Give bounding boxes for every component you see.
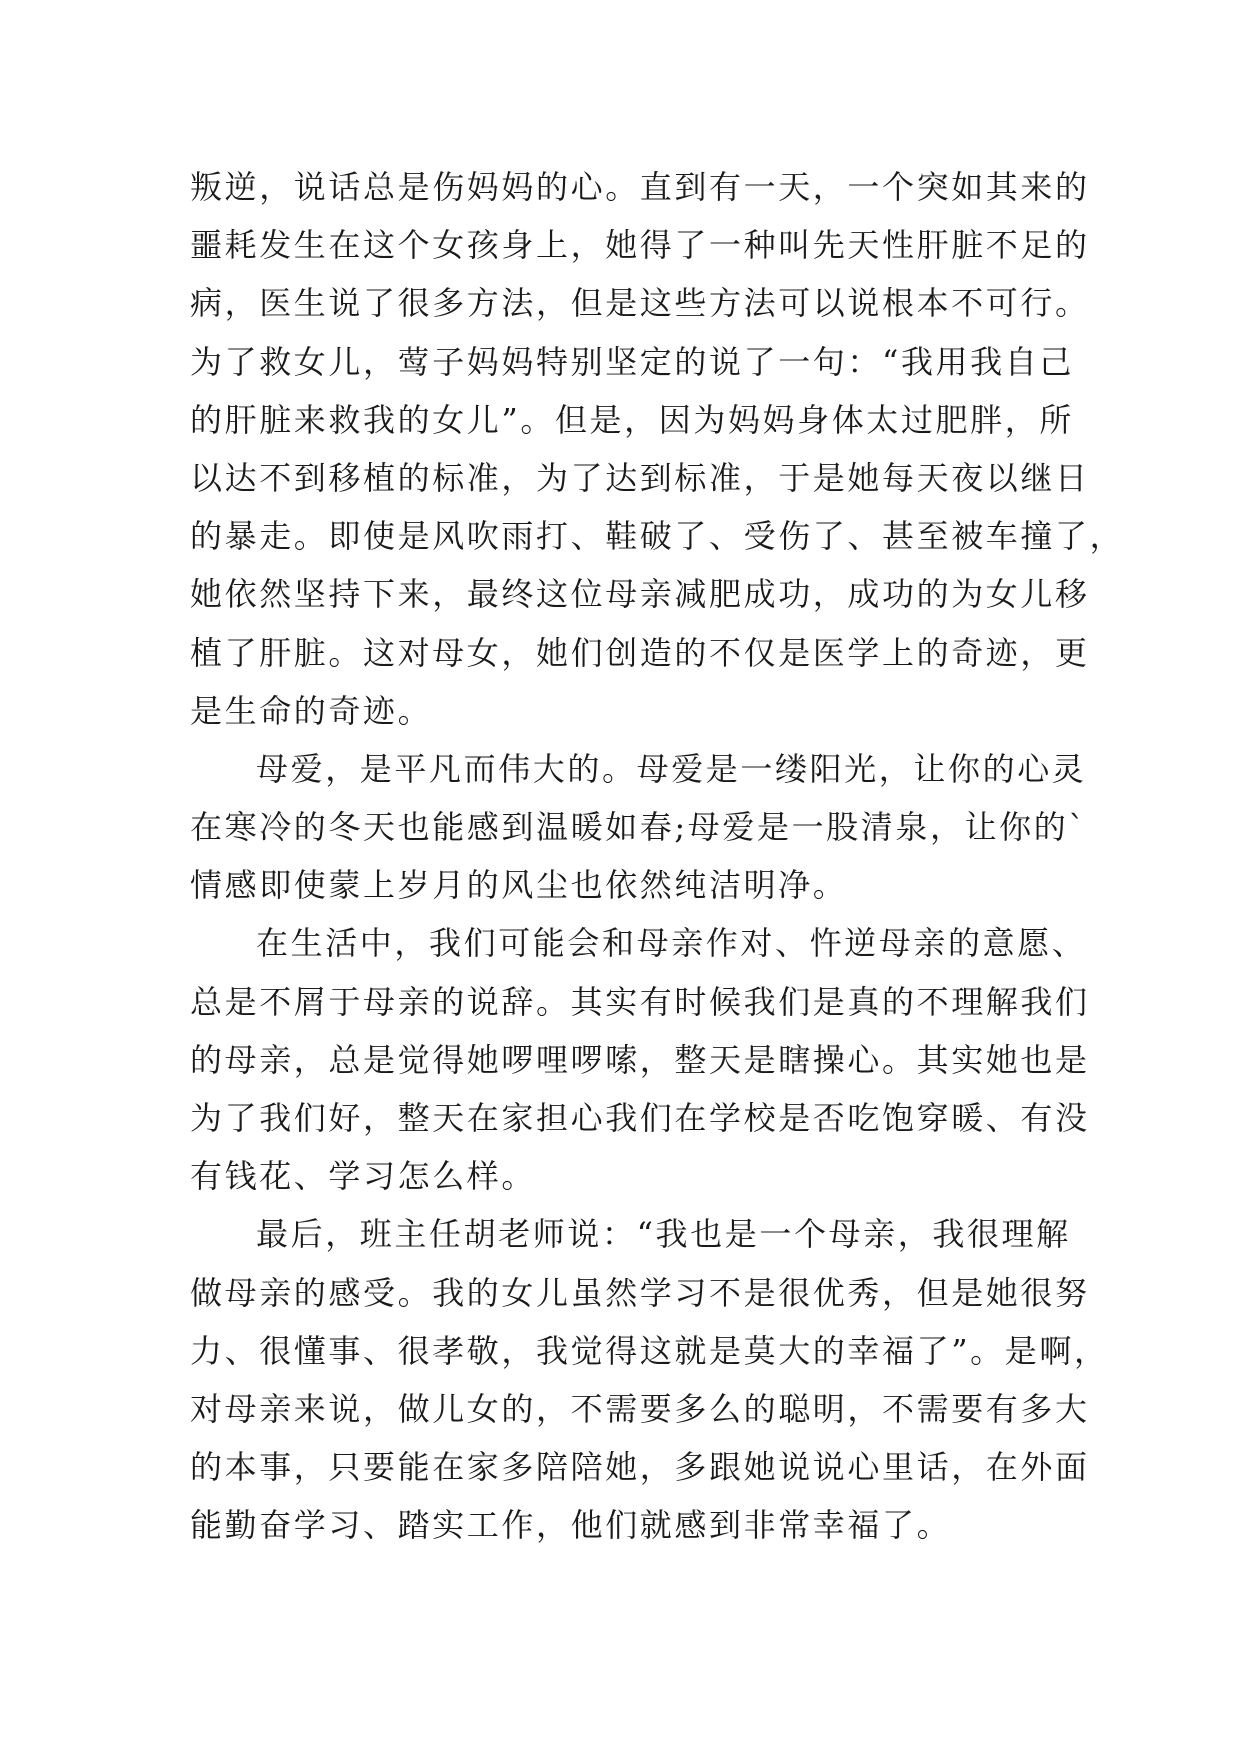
text-line: 她依然坚持下来，最终这位母亲减肥成功，成功的为女儿移 <box>190 575 1090 614</box>
text-line: 噩耗发生在这个女孩身上，她得了一种叫先天性肝脏不足的 <box>190 226 1090 265</box>
text-line: 母爱，是平凡而伟大的。母爱是一缕阳光，让你的心灵 <box>256 749 1087 788</box>
text-line: 做母亲的感受。我的女儿虽然学习不是很优秀，但是她很努 <box>190 1273 1090 1312</box>
text-line: 的暴走。即使是风吹雨打、鞋破了、受伤了、甚至被车撞了， <box>190 517 1125 556</box>
body-text <box>190 158 1125 1555</box>
text-line: 在生活中，我们可能会和母亲作对、忤逆母亲的意愿、 <box>256 924 1087 963</box>
text-line: 为了救女儿，莺子妈妈特别坚定的说了一句：“我用我自己 <box>190 342 1074 381</box>
text-line: 的本事，只要能在家多陪陪她，多跟她说说心里话，在外面 <box>190 1448 1090 1487</box>
text-line: 的肝脏来救我的女儿”。但是，因为妈妈身体太过肥胖，所 <box>190 400 1074 439</box>
text-line: 叛逆，说话总是伤妈妈的心。直到有一天，一个突如其来的 <box>190 168 1090 206</box>
text-line: 植了肝脏。这对母女，她们创造的不仅是医学上的奇迹，更 <box>190 633 1090 672</box>
text-line: 最后，班主任胡老师说：“我也是一个母亲，我很理解 <box>256 1215 1071 1254</box>
text-line: 在寒冷的冬天也能感到温暖如春;母爱是一股清泉，让你的` <box>190 808 1087 847</box>
text-line: 对母亲来说，做儿女的，不需要多么的聪明，不需要有多大 <box>190 1389 1090 1428</box>
text-line: 的母亲，总是觉得她啰哩啰嗦，整天是瞎操心。其实她也是 <box>190 1040 1090 1079</box>
text-line: 总是不屑于母亲的说辞。其实有时候我们是真的不理解我们 <box>190 982 1090 1021</box>
text-line: 有钱花、学习怎么样。 <box>190 1157 537 1196</box>
text-line: 为了我们好，整天在家担心我们在学校是否吃饱穿暖、有没 <box>190 1099 1090 1137</box>
text-line: 情感即使蒙上岁月的风尘也依然纯洁明净。 <box>190 866 848 905</box>
text-line: 病，医生说了很多方法，但是这些方法可以说根本不可行。 <box>190 284 1090 323</box>
text-line: 力、很懂事、很孝敬，我觉得这就是莫大的幸福了”。是啊， <box>190 1331 1109 1370</box>
text-line: 能勤奋学习、踏实工作，他们就感到非常幸福了。 <box>190 1506 952 1545</box>
text-line: 是生命的奇迹。 <box>190 691 433 730</box>
text-line: 以达不到移植的标准，为了达到标准，于是她每天夜以继日 <box>190 458 1090 497</box>
